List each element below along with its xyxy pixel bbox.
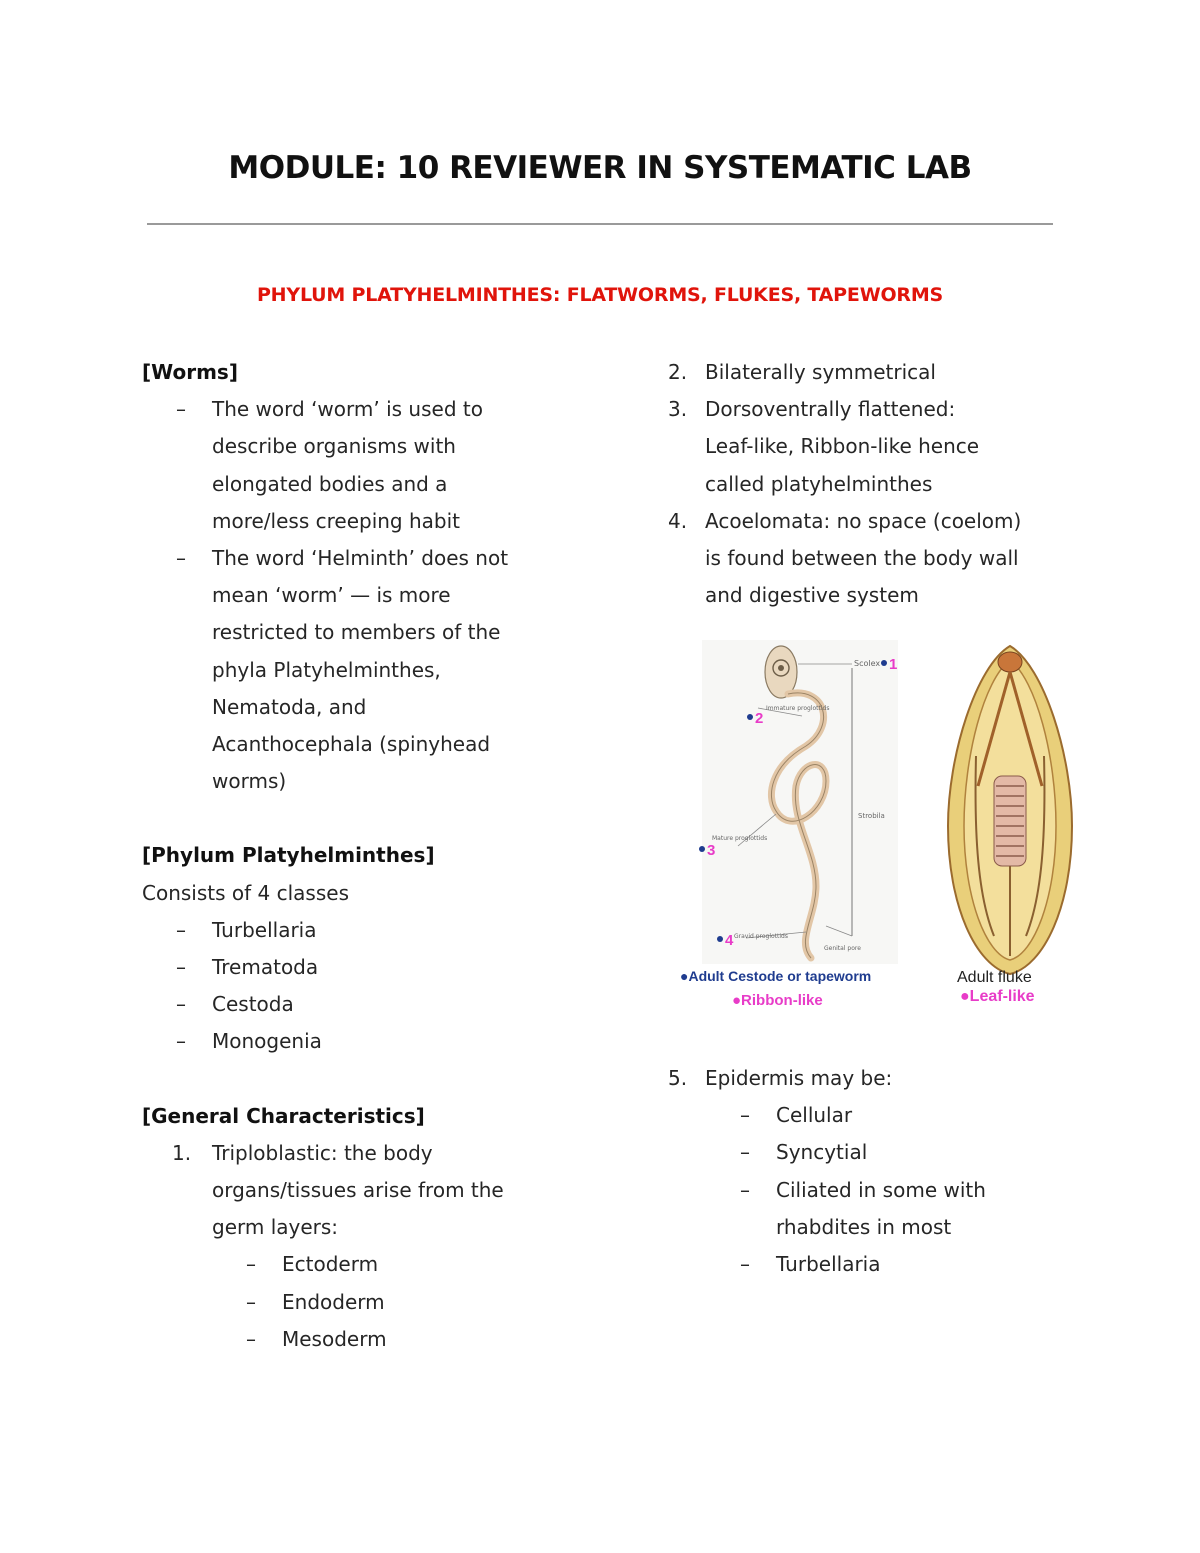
left-column <box>142 354 562 1358</box>
marker-2: 2 <box>755 710 764 727</box>
list-item: – Cellular <box>668 1097 1098 1134</box>
marker-dot-4 <box>717 936 723 942</box>
marker-dot-2 <box>747 714 753 720</box>
list-item: – Turbellaria <box>142 912 562 949</box>
list-item: – Ciliated in some with rhabdites in most <box>668 1172 1098 1246</box>
epidermis-section <box>668 1060 1098 1283</box>
list-item: 4. Acoelomata: no space (coelom) is found between the body wall and digestive system <box>668 508 1022 608</box>
marker-dot-1 <box>881 660 887 666</box>
list-item: 1. Triploblastic: the body organs/tissues arise from the germ layers: <box>142 1135 562 1247</box>
list-item: – Trematoda <box>142 949 562 986</box>
marker-3: 3 <box>707 842 716 859</box>
list-item: – Syncytial <box>668 1134 1098 1171</box>
leaf-caption: ●Leaf-like <box>960 988 1035 1005</box>
list-item: – Monogenia <box>142 1023 562 1060</box>
worms-heading: [Worms] <box>142 360 238 384</box>
list-item: 2. Bilaterally symmetrical <box>668 360 936 384</box>
tapeworm-panel <box>702 640 898 964</box>
label-scolex: Scolex <box>854 659 881 668</box>
list-item: – Turbellaria <box>668 1246 1098 1283</box>
item-number: 1. <box>172 1140 192 1165</box>
marker-dot-3 <box>699 846 705 852</box>
label-immature: Immature proglottids <box>766 705 830 712</box>
list-item: – Endoderm <box>142 1284 562 1321</box>
fluke-caption: Adult fluke <box>957 969 1032 986</box>
right-column <box>668 354 1098 614</box>
list-item: – Ectoderm <box>142 1246 562 1283</box>
marker-4: 4 <box>725 932 734 949</box>
list-item: – The word ‘worm’ is used to describe organisms with elongated bodies and a more/less creeping habit <box>142 391 562 540</box>
flatworm-figure <box>676 636 1096 1016</box>
marker-1: 1 <box>889 656 898 673</box>
label-mature: Mature proglottids <box>712 835 768 842</box>
phylum-heading: [Phylum Platyhelminthes] <box>142 843 435 868</box>
tapeworm-fluke-illustration <box>676 636 1096 1016</box>
page-title: MODULE: 10 REVIEWER IN SYSTEMATIC LAB <box>228 150 972 186</box>
list-item: – Mesoderm <box>142 1321 562 1358</box>
label-gravid: Gravid proglottids <box>734 933 788 940</box>
fluke-illustration <box>948 646 1072 974</box>
list-item: – The word ‘Helminth’ does not mean ‘worm’ — is more restricted to members of the phyla Platyhelminthes, Nematoda, and Acanthocephala (spinyhead worms) <box>142 540 562 800</box>
label-genital: Genital pore <box>824 945 861 952</box>
general-heading: [General Characteristics] <box>142 1103 425 1128</box>
label-strobila: Strobila <box>858 812 885 820</box>
list-item: 5. Epidermis may be: <box>668 1066 893 1090</box>
cestode-caption: ●Adult Cestode or tapeworm <box>680 968 872 984</box>
list-item: 3. Dorsoventrally flattened: Leaf-like, Ribbon-like hence called platyhelminthes <box>668 397 980 496</box>
phylum-intro: Consists of 4 classes <box>142 880 349 905</box>
list-item: – Cestoda <box>142 986 562 1023</box>
section-subtitle: PHYLUM PLATYHELMINTHES: FLATWORMS, FLUKES, TAPEWORMS <box>256 284 944 306</box>
title-divider <box>147 223 1053 225</box>
ribbon-caption: ●Ribbon-like <box>732 992 823 1009</box>
